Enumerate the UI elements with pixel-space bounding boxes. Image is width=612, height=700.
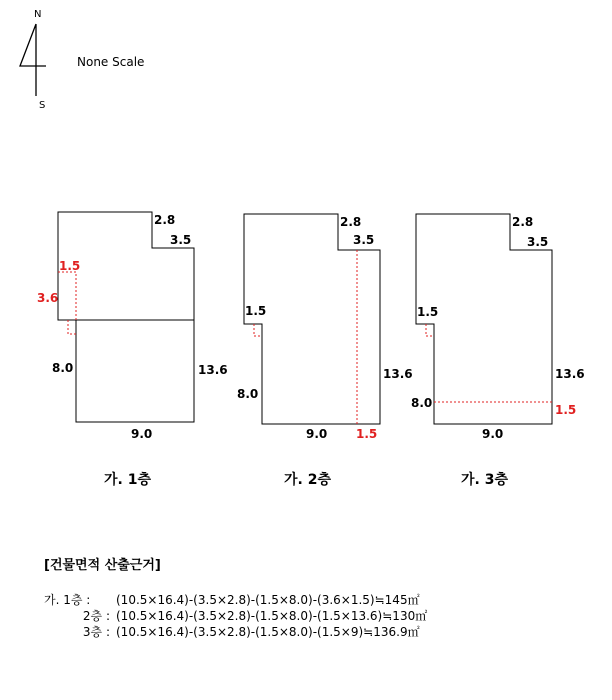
north-arrow-icon	[20, 24, 46, 96]
plan-2f-dim-left-notch: 1.5	[245, 304, 267, 318]
plan-2f	[237, 214, 413, 488]
compass-north-label: N	[34, 9, 42, 20]
plan-1f	[37, 212, 228, 488]
plan-2f-dim-left-lower: 8.0	[237, 387, 259, 401]
area-basis-floor-label: 3층 :	[82, 625, 110, 639]
plan-1f-caption: 가. 1층	[104, 472, 151, 488]
plan-1f-dashed-notch	[58, 272, 76, 320]
plan-3f-caption: 가. 3층	[461, 472, 508, 488]
area-basis-line-2f	[44, 608, 584, 624]
plan-2f-dashed-notch	[254, 324, 262, 336]
area-basis-section	[44, 558, 584, 640]
plan-2f-dim-top: 2.8	[340, 215, 362, 229]
area-basis-formula: (10.5×16.4)-(3.5×2.8)-(1.5×8.0)-(1.5×9)≒136.9㎡	[116, 625, 420, 639]
area-basis-formula: (10.5×16.4)-(3.5×2.8)-(1.5×8.0)-(1.5×13.6)≒130㎡	[116, 609, 428, 623]
compass-south-label: S	[39, 100, 46, 111]
plan-1f-dim-left-lower: 8.0	[52, 361, 74, 375]
plan-1f-dashed-notch-lower	[68, 320, 76, 334]
plan-2f-dim-notch: 3.5	[353, 233, 375, 247]
area-basis-title: [건물면적 산출근거]	[44, 558, 161, 573]
plan-3f-dashed-notch	[426, 324, 434, 336]
plan-1f-dim-notch: 3.5	[170, 233, 192, 247]
plan-3f-dim-left-lower: 8.0	[411, 396, 433, 410]
plan-3f-dim-notch: 3.5	[527, 235, 549, 249]
area-basis-line-3f	[44, 624, 584, 640]
plan-1f-dim-right: 13.6	[198, 363, 228, 377]
area-basis-formula: (10.5×16.4)-(3.5×2.8)-(1.5×8.0)-(3.6×1.5)≒145㎡	[116, 593, 420, 607]
plan-1f-dim-left-height: 3.6	[37, 291, 59, 305]
plan-2f-dim-bottom: 9.0	[306, 427, 328, 441]
scale-note: None Scale	[77, 55, 145, 69]
plan-2f-dim-bottom-right: 1.5	[356, 427, 378, 441]
plan-1f-dim-bottom: 9.0	[131, 427, 153, 441]
area-basis-line-1f	[44, 592, 584, 608]
area-basis-floor-label: 2층 :	[82, 609, 110, 623]
plan-2f-caption: 가. 2층	[284, 472, 331, 488]
plan-3f-dim-right: 13.6	[555, 367, 585, 381]
north-arrow	[20, 9, 46, 111]
plan-3f-dim-top: 2.8	[512, 215, 534, 229]
plan-1f-dim-left-width: 1.5	[59, 259, 81, 273]
plan-3f-dim-bottom: 9.0	[482, 427, 504, 441]
area-basis-floor-label: 가. 1층 :	[44, 593, 91, 607]
plan-3f	[411, 214, 585, 488]
plan-3f-dim-right-strip: 1.5	[555, 403, 577, 417]
plan-2f-dim-right: 13.6	[383, 367, 413, 381]
plan-1f-dim-top: 2.8	[154, 213, 176, 227]
plan-3f-dim-left-notch: 1.5	[417, 305, 439, 319]
